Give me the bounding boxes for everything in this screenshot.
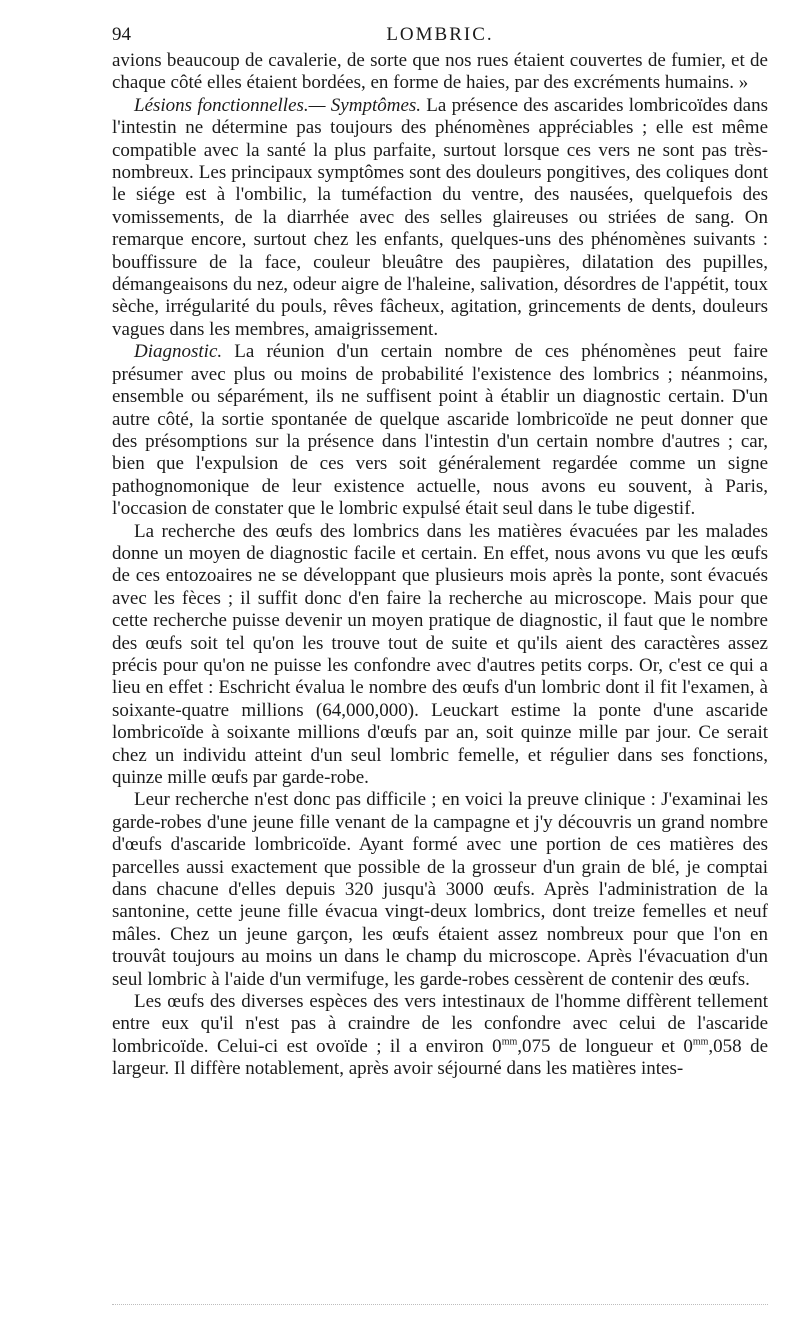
paragraph-symptomes [112, 95, 768, 341]
paragraph-oeufs-part-b: ,075 de longueur et 0 [517, 1035, 693, 1057]
page-header [112, 20, 768, 50]
paragraph-symptomes-body: La présence des ascarides lombricoïdes dans l'intestin ne détermine pas toujours des phénomènes appréciables ; elle est même compatible avec la santé la plus parfaite, surtout lorsque ces vers ne sont pas très-nombreux. Les principaux symptômes sont des douleurs pongitives, des coliques dont le siége est à l'ombilic, la tuméfaction du ventre, des nausées, quelquefois des vomissements, de la diarrhée avec des selles glaireuses ou striées de sang. On remarque encore, surtout chez les enfants, quelques-uns des phénomènes suivants : bouffissure de la face, couleur bleuâtre des paupières, dilatation des pupilles, démangeaisons du nez, odeur aigre de l'haleine, salivation, désordres de l'appétit, toux sèche, irrégularité du pouls, rêves fâcheux, agitation, grincements de dents, douleurs vagues dans les membres, amaigrissement. [112, 94, 768, 340]
unit-mm-1: mm [501, 1036, 518, 1048]
body-text [112, 50, 768, 1081]
paragraph-continuation: avions beaucoup de cavalerie, de sorte que nos rues étaient couvertes de fumier, et de chaque côté elles étaient bordées, en forme de haies, par des excréments humains. » [112, 50, 768, 94]
unit-mm-2: mm [692, 1036, 709, 1048]
paragraph-oeufs-part-c: ,058 de largeur. Il diffère notablement, après avoir séjourné dans les matières intes- [112, 1035, 769, 1080]
bottom-scan-marks [112, 1304, 768, 1305]
paragraph-diagnostic [112, 341, 768, 520]
section-heading-diagnostic: Diagnostic. [134, 341, 223, 363]
paragraph-preuve-clinique: Leur recherche n'est donc pas difficile ; en voici la preuve clinique : J'examinai les garde-robes d'une jeune fille venant de la campagne et j'y découvris un grand nombre d'œufs d'ascaride lombricoïde. Ayant formé avec une portion de ces matières des parcelles aussi exactement que possible de la grosseur d'un grain de blé, je comptai dans chacune d'elles depuis 320 jusqu'à 3000 œufs. Après l'administration de la santonine, cette jeune fille évacua vingt-deux lombrics, dont treize femelles et neuf mâles. Chez un jeune garçon, les œufs étaient assez nombreux pour que l'on en trouvât toujours au moins un dans le champ du microscope. Après l'évacuation d'un seul lombric à l'aide d'un vermifuge, les garde-robes cessèrent de contenir des œufs. [112, 789, 768, 990]
section-heading-symptomes: Lésions fonctionnelles.— Symptômes. [134, 94, 422, 116]
paragraph-oeufs-part-a: Les œufs des diverses espèces des vers intestinaux de l'homme diffèrent tellement entre eux qu'il n'est pas à craindre de les confondre avec celui de l'ascaride lombricoïde. Celui-ci est ovoïde ; il a environ 0 [112, 991, 768, 1057]
paragraph-recherche-oeufs: La recherche des œufs des lombrics dans les matières évacuées par les malades donne un moyen de diagnostic facile et certain. En effet, nous avons vu que les œufs de ces entozoaires ne se développant que plusieurs mois après la ponte, sont évacués avec les fèces ; il suffit donc d'en faire la recherche au microscope. Mais pour que cette recherche puisse devenir un moyen pratique de diagnostic, il faut que le nombre des œufs soit tel qu'on les trouve tout de suite et qu'ils aient des caractères assez précis pour qu'on ne puisse les confondre avec d'autres petits corps. Or, c'est ce qui a lieu en effet : Eschricht évalua le nombre des œufs d'un lombric dont il fit l'examen, à soixante-quatre millions (64,000,000). Leuckart estime la ponte d'une ascaride lombricoïde à soixante millions d'œufs par an, soit quinze mille par jour. Ce serait chez un individu atteint d'un seul lombric femelle, et régulier dans ses fonctions, quinze mille œufs par garde-robe. [112, 520, 768, 788]
page [112, 20, 768, 1081]
page-number: 94 [112, 24, 131, 45]
running-title: LOMBRIC. [386, 24, 494, 45]
paragraph-diagnostic-body: La réunion d'un certain nombre de ces phénomènes peut faire présumer avec plus ou moins de probabilité l'existence des lombrics ; néanmoins, ensemble ou séparément, ils ne suffisent point à établir un diagnostic certain. D'un autre côté, la sortie spontanée de quelque ascaride lombricoïde ne peut donner que des présomptions sur la présence dans l'intestin d'un certain nombre d'autres ; car, bien que l'expulsion de ces vers soit généralement regardée comme un signe pathognomonique de leur existence actuelle, nous avons eu souvent, à Paris, l'occasion de constater que le lombric expulsé était seul dans le tube digestif. [112, 341, 768, 520]
paragraph-oeufs-especes [112, 991, 768, 1081]
